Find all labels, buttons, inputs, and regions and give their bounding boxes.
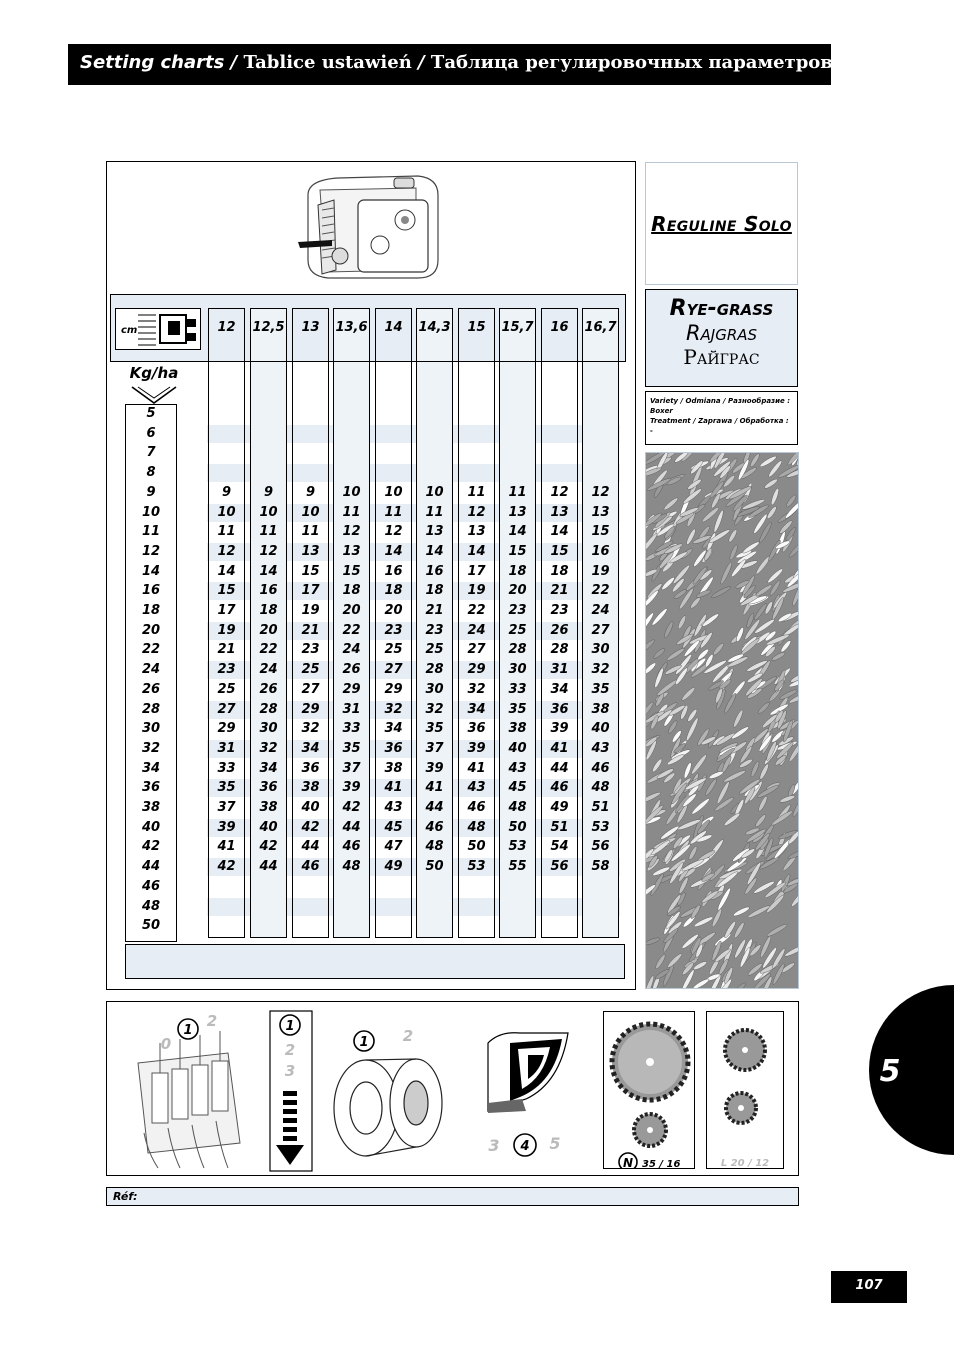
table-cell: 29 xyxy=(384,681,403,697)
table-cell: 10 xyxy=(301,504,320,520)
table-cell: 23 xyxy=(217,662,236,678)
kg-ha-value: 42 xyxy=(141,839,161,855)
table-cell: 55 xyxy=(508,859,527,875)
table-cell: 15 xyxy=(508,543,527,559)
table-cell: 12 xyxy=(550,484,569,500)
table-cell: 13 xyxy=(425,524,444,540)
table-cell: 46 xyxy=(342,839,361,855)
page-number: 107 xyxy=(831,1271,907,1303)
kg-ha-value: 34 xyxy=(141,760,161,776)
table-cell: 22 xyxy=(467,603,486,618)
down-arrow-icon xyxy=(128,385,180,405)
table-cell: 36 xyxy=(467,721,486,737)
table-cell: 58 xyxy=(591,859,610,875)
table-cell: 48 xyxy=(342,859,361,875)
table-cell: 19 xyxy=(591,563,610,579)
table-cell: 46 xyxy=(591,760,610,776)
gear-step-1: 1 xyxy=(285,1019,295,1034)
table-cell: 56 xyxy=(550,859,569,875)
table-cell: 51 xyxy=(550,819,569,835)
table-cell: 29 xyxy=(342,681,361,697)
table-cell: 23 xyxy=(301,642,320,658)
width-column-header: 12,5 xyxy=(250,308,287,362)
table-cell: 11 xyxy=(342,504,361,520)
flap-number-3: 3 xyxy=(488,1136,500,1155)
gear-set-selected: 35 / 16 xyxy=(642,1159,681,1168)
table-cell: 43 xyxy=(467,780,486,796)
table-cell: 36 xyxy=(550,701,569,717)
table-cell: 47 xyxy=(384,839,403,855)
gear-set-other: L 20 / 12 xyxy=(720,1158,770,1168)
table-cell: 26 xyxy=(342,662,361,678)
table-cell: 14 xyxy=(467,543,486,559)
table-cell: 13 xyxy=(550,504,569,520)
lever-setting-illustration xyxy=(108,1003,256,1174)
table-cell: 15 xyxy=(591,524,610,540)
kg-ha-value: 50 xyxy=(141,918,161,934)
table-cell: 22 xyxy=(591,583,610,599)
table-cell: 34 xyxy=(259,760,278,776)
table-cell: 50 xyxy=(467,839,486,855)
seed-hopper-illustration xyxy=(298,170,446,282)
table-cell: 34 xyxy=(550,681,569,697)
wheel-number-2: 2 xyxy=(402,1027,414,1045)
table-cell: 40 xyxy=(259,819,278,835)
table-cell: 23 xyxy=(425,622,444,638)
table-cell: 18 xyxy=(508,563,527,579)
table-cell: 17 xyxy=(217,603,236,618)
table-cell: 44 xyxy=(301,839,320,855)
table-cell: 35 xyxy=(425,721,444,737)
table-cell: 42 xyxy=(342,800,361,815)
table-cell: 32 xyxy=(425,701,444,717)
kg-ha-value: 5 xyxy=(146,406,156,421)
gear-set-letter: N xyxy=(622,1156,634,1168)
table-cell: 29 xyxy=(301,701,320,717)
table-cell: 37 xyxy=(342,760,361,776)
table-cell: 21 xyxy=(425,603,444,618)
table-cell: 28 xyxy=(508,642,527,658)
header-title-pl: Tablice ustawień xyxy=(243,52,412,73)
table-cell: 31 xyxy=(217,740,236,756)
table-cell: 11 xyxy=(301,524,320,540)
table-cell: 14 xyxy=(550,524,569,540)
table-cell: 15 xyxy=(301,563,320,579)
table-cell: 45 xyxy=(384,819,403,835)
table-cell: 31 xyxy=(550,662,569,678)
table-cell: 26 xyxy=(550,622,569,638)
table-cell: 41 xyxy=(425,780,444,796)
table-cell: 25 xyxy=(425,642,444,658)
table-cell: 15 xyxy=(342,563,361,579)
row-spacing-icon xyxy=(115,308,201,350)
table-cell: 56 xyxy=(591,839,610,855)
table-cell: 20 xyxy=(259,622,278,638)
table-cell: 41 xyxy=(550,740,569,756)
table-cell: 43 xyxy=(384,800,403,815)
crop-name-ru: Райграс xyxy=(683,345,760,369)
table-cell: 37 xyxy=(425,740,444,756)
cm-label: cm xyxy=(121,325,138,336)
table-cell: 14 xyxy=(217,563,236,579)
table-cell: 31 xyxy=(342,701,361,717)
kg-ha-value: 44 xyxy=(141,859,161,875)
kg-ha-value: 48 xyxy=(141,898,161,914)
table-cell: 11 xyxy=(467,484,486,500)
table-cell: 18 xyxy=(425,583,444,599)
crop-name-en: Rye-grass xyxy=(669,296,774,321)
table-cell: 18 xyxy=(550,563,569,579)
table-cell: 13 xyxy=(301,543,320,559)
table-cell: 28 xyxy=(550,642,569,658)
table-cell: 33 xyxy=(508,681,527,697)
table-cell: 42 xyxy=(217,859,236,875)
kg-ha-value: 40 xyxy=(141,819,161,835)
table-cell: 12 xyxy=(259,543,278,559)
table-cell: 32 xyxy=(259,740,278,756)
table-cell: 44 xyxy=(425,800,444,815)
kg-ha-value: 32 xyxy=(141,740,161,756)
table-cell: 13 xyxy=(342,543,361,559)
table-cell: 38 xyxy=(301,780,320,796)
table-cell: 49 xyxy=(384,859,403,875)
kg-ha-value: 8 xyxy=(146,465,156,481)
table-cell: 20 xyxy=(384,603,403,618)
table-cell: 11 xyxy=(425,504,444,520)
table-cell: 14 xyxy=(425,543,444,559)
reference-field: Réf: xyxy=(106,1187,799,1206)
table-cell: 28 xyxy=(425,662,444,678)
table-cell: 39 xyxy=(467,740,486,756)
table-cell: 32 xyxy=(384,701,403,717)
table-cell: 10 xyxy=(217,504,236,520)
table-cell: 9 xyxy=(221,484,232,500)
table-cell: 33 xyxy=(217,760,236,776)
table-cell: 50 xyxy=(425,859,444,875)
seed-photo xyxy=(645,452,799,989)
width-column-header: 14 xyxy=(375,308,412,362)
crop-name-panel xyxy=(645,289,798,387)
header-separator: / xyxy=(411,52,431,73)
width-column-header: 15,7 xyxy=(499,308,536,362)
table-cell: 11 xyxy=(384,504,403,520)
machine-name: Reguline Solo xyxy=(651,211,792,236)
table-cell: 12 xyxy=(591,484,610,500)
header-title-ru: Таблица регулировочных параметров xyxy=(430,52,833,73)
machine-name-panel xyxy=(645,162,798,285)
table-cell: 48 xyxy=(467,819,486,835)
table-cell: 25 xyxy=(508,622,527,638)
table-cell: 11 xyxy=(217,524,236,540)
table-cell: 43 xyxy=(591,740,610,756)
kg-ha-value: 30 xyxy=(141,721,161,737)
table-cell: 35 xyxy=(508,701,527,717)
table-cell: 28 xyxy=(259,701,278,717)
table-cell: 20 xyxy=(508,583,527,599)
table-cell: 44 xyxy=(342,819,361,835)
table-cell: 38 xyxy=(591,701,610,717)
kg-ha-value: 16 xyxy=(141,583,161,599)
width-column-header: 16,7 xyxy=(582,308,619,362)
table-cell: 39 xyxy=(425,760,444,776)
table-cell: 48 xyxy=(425,839,444,855)
kg-ha-value: 7 xyxy=(146,445,156,461)
table-cell: 42 xyxy=(259,839,278,855)
table-cell: 29 xyxy=(467,662,486,678)
table-cell: 12 xyxy=(467,504,486,520)
table-cell: 46 xyxy=(425,819,444,835)
table-cell: 42 xyxy=(301,819,320,835)
table-cell: 25 xyxy=(301,662,320,678)
width-column-header: 13,6 xyxy=(333,308,370,362)
table-cell: 30 xyxy=(591,642,610,658)
table-cell: 10 xyxy=(384,484,403,500)
table-cell: 14 xyxy=(384,543,403,559)
table-cell: 22 xyxy=(259,642,278,658)
kg-ha-value: 20 xyxy=(141,622,161,638)
table-cell: 48 xyxy=(508,800,527,815)
table-cell: 16 xyxy=(425,563,444,579)
table-cell: 32 xyxy=(591,662,610,678)
table-cell: 13 xyxy=(467,524,486,540)
width-column-header: 12 xyxy=(208,308,245,362)
kg-ha-value: 22 xyxy=(141,642,161,658)
table-cell: 16 xyxy=(259,583,278,599)
gear-set-l-illustration xyxy=(707,1012,783,1168)
header-separator: / xyxy=(224,52,244,73)
page-header xyxy=(68,44,831,85)
table-cell: 24 xyxy=(259,662,278,678)
table-cell: 23 xyxy=(550,603,569,618)
table-cell: 27 xyxy=(217,701,236,717)
kg-ha-value: 11 xyxy=(141,524,161,540)
crop-name-pl: Rajgras xyxy=(685,321,758,345)
table-cell: 35 xyxy=(591,681,610,697)
kg-ha-value: 46 xyxy=(141,878,161,894)
table-cell: 19 xyxy=(301,603,320,618)
kg-ha-value: 6 xyxy=(146,425,156,441)
wheel-number-1: 1 xyxy=(359,1035,369,1050)
gear-step-illustration xyxy=(266,1003,456,1174)
table-cell: 41 xyxy=(217,839,236,855)
table-cell: 19 xyxy=(467,583,486,599)
table-cell: 30 xyxy=(259,721,278,737)
table-cell: 12 xyxy=(384,524,403,540)
flap-number-5: 5 xyxy=(549,1134,561,1153)
table-cell: 46 xyxy=(467,800,486,815)
treatment-label: Treatment / Zaprawa / Обработка : xyxy=(650,417,789,425)
table-cell: 46 xyxy=(550,780,569,796)
kg-ha-value: 38 xyxy=(141,800,161,815)
table-cell: 34 xyxy=(301,740,320,756)
table-cell: 16 xyxy=(591,543,610,559)
table-cell: 15 xyxy=(217,583,236,599)
table-cell: 18 xyxy=(342,583,361,599)
kg-ha-value: 14 xyxy=(141,563,161,579)
table-cell: 41 xyxy=(467,760,486,776)
table-cell: 38 xyxy=(259,800,278,815)
table-cell: 12 xyxy=(217,543,236,559)
table-cell: 33 xyxy=(342,721,361,737)
table-cell: 36 xyxy=(301,760,320,776)
table-cell: 23 xyxy=(384,622,403,638)
table-cell: 44 xyxy=(550,760,569,776)
table-cell: 12 xyxy=(342,524,361,540)
table-cell: 14 xyxy=(259,563,278,579)
table-cell: 23 xyxy=(508,603,527,618)
table-cell: 40 xyxy=(508,740,527,756)
lever-number-1: 1 xyxy=(183,1023,193,1038)
table-cell: 13 xyxy=(591,504,610,520)
table-cell: 9 xyxy=(263,484,274,500)
header-title-en: Setting charts xyxy=(80,52,225,73)
table-cell: 10 xyxy=(342,484,361,500)
table-cell: 21 xyxy=(550,583,569,599)
flap-number-4: 4 xyxy=(520,1139,530,1154)
gear-step-3: 3 xyxy=(284,1062,296,1080)
table-cell: 29 xyxy=(217,721,236,737)
notes-box xyxy=(125,944,625,979)
treatment-value: - xyxy=(650,427,653,435)
kg-ha-value: 18 xyxy=(141,603,161,618)
table-cell: 34 xyxy=(467,701,486,717)
table-cell: 24 xyxy=(591,603,610,618)
table-cell: 18 xyxy=(259,603,278,618)
variety-label: Variety / Odmiana / Разнообразие : xyxy=(650,397,791,405)
table-cell: 53 xyxy=(508,839,527,855)
table-cell: 39 xyxy=(342,780,361,796)
table-cell: 24 xyxy=(342,642,361,658)
table-cell: 20 xyxy=(342,603,361,618)
table-cell: 30 xyxy=(425,681,444,697)
width-column-header: 16 xyxy=(541,308,578,362)
variety-value: Boxer xyxy=(650,407,673,415)
table-cell: 53 xyxy=(467,859,486,875)
table-cell: 46 xyxy=(301,859,320,875)
table-cell: 32 xyxy=(467,681,486,697)
table-cell: 27 xyxy=(301,681,320,697)
chapter-tab xyxy=(852,985,954,1155)
table-cell: 35 xyxy=(217,780,236,796)
table-cell: 11 xyxy=(508,484,527,500)
table-cell: 21 xyxy=(301,622,320,638)
table-cell: 13 xyxy=(508,504,527,520)
variety-treatment-panel xyxy=(645,391,798,445)
table-cell: 39 xyxy=(550,721,569,737)
width-column-header: 14,3 xyxy=(416,308,453,362)
kg-ha-label: Kg/ha xyxy=(129,364,179,382)
kg-ha-value: 28 xyxy=(141,701,161,717)
table-cell: 32 xyxy=(301,721,320,737)
table-cell: 9 xyxy=(305,484,316,500)
table-cell: 27 xyxy=(384,662,403,678)
table-cell: 10 xyxy=(259,504,278,520)
gear-set-n-illustration xyxy=(604,1012,694,1168)
table-cell: 17 xyxy=(467,563,486,579)
table-cell: 51 xyxy=(591,800,610,815)
table-cell: 37 xyxy=(217,800,236,815)
table-cell: 25 xyxy=(384,642,403,658)
table-cell: 14 xyxy=(508,524,527,540)
table-cell: 11 xyxy=(259,524,278,540)
lever-number-2: 2 xyxy=(206,1012,218,1030)
table-cell: 50 xyxy=(508,819,527,835)
table-cell: 24 xyxy=(467,622,486,638)
table-cell: 38 xyxy=(384,760,403,776)
table-cell: 15 xyxy=(550,543,569,559)
width-column-header: 15 xyxy=(458,308,495,362)
chapter-number: 5 xyxy=(879,1054,901,1089)
table-cell: 16 xyxy=(384,563,403,579)
table-cell: 27 xyxy=(591,622,610,638)
table-cell: 48 xyxy=(591,780,610,796)
kg-ha-value: 10 xyxy=(141,504,161,520)
table-cell: 54 xyxy=(550,839,569,855)
table-cell: 41 xyxy=(384,780,403,796)
table-cell: 35 xyxy=(342,740,361,756)
table-cell: 36 xyxy=(259,780,278,796)
table-cell: 34 xyxy=(384,721,403,737)
table-cell: 49 xyxy=(550,800,569,815)
kg-ha-value: 9 xyxy=(146,484,156,500)
table-cell: 19 xyxy=(217,622,236,638)
table-cell: 27 xyxy=(467,642,486,658)
table-cell: 10 xyxy=(425,484,444,500)
table-cell: 21 xyxy=(217,642,236,658)
table-cell: 38 xyxy=(508,721,527,737)
kg-ha-value: 26 xyxy=(141,681,161,697)
gear-step-2: 2 xyxy=(284,1041,296,1059)
table-cell: 53 xyxy=(591,819,610,835)
table-cell: 18 xyxy=(384,583,403,599)
table-cell: 40 xyxy=(591,721,610,737)
table-cell: 25 xyxy=(217,681,236,697)
table-cell: 45 xyxy=(508,780,527,796)
table-cell: 17 xyxy=(301,583,320,599)
table-cell: 44 xyxy=(259,859,278,875)
table-cell: 36 xyxy=(384,740,403,756)
lever-number-0: 0 xyxy=(160,1035,172,1053)
table-cell: 40 xyxy=(301,800,320,815)
table-cell: 22 xyxy=(342,622,361,638)
kg-ha-value: 24 xyxy=(141,662,161,678)
table-cell: 26 xyxy=(259,681,278,697)
kg-ha-value: 12 xyxy=(141,543,161,559)
flap-setting-illustration xyxy=(470,1003,596,1174)
table-cell: 39 xyxy=(217,819,236,835)
table-cell: 43 xyxy=(508,760,527,776)
kg-ha-value: 36 xyxy=(141,780,161,796)
width-column-header: 13 xyxy=(292,308,329,362)
table-cell: 30 xyxy=(508,662,527,678)
